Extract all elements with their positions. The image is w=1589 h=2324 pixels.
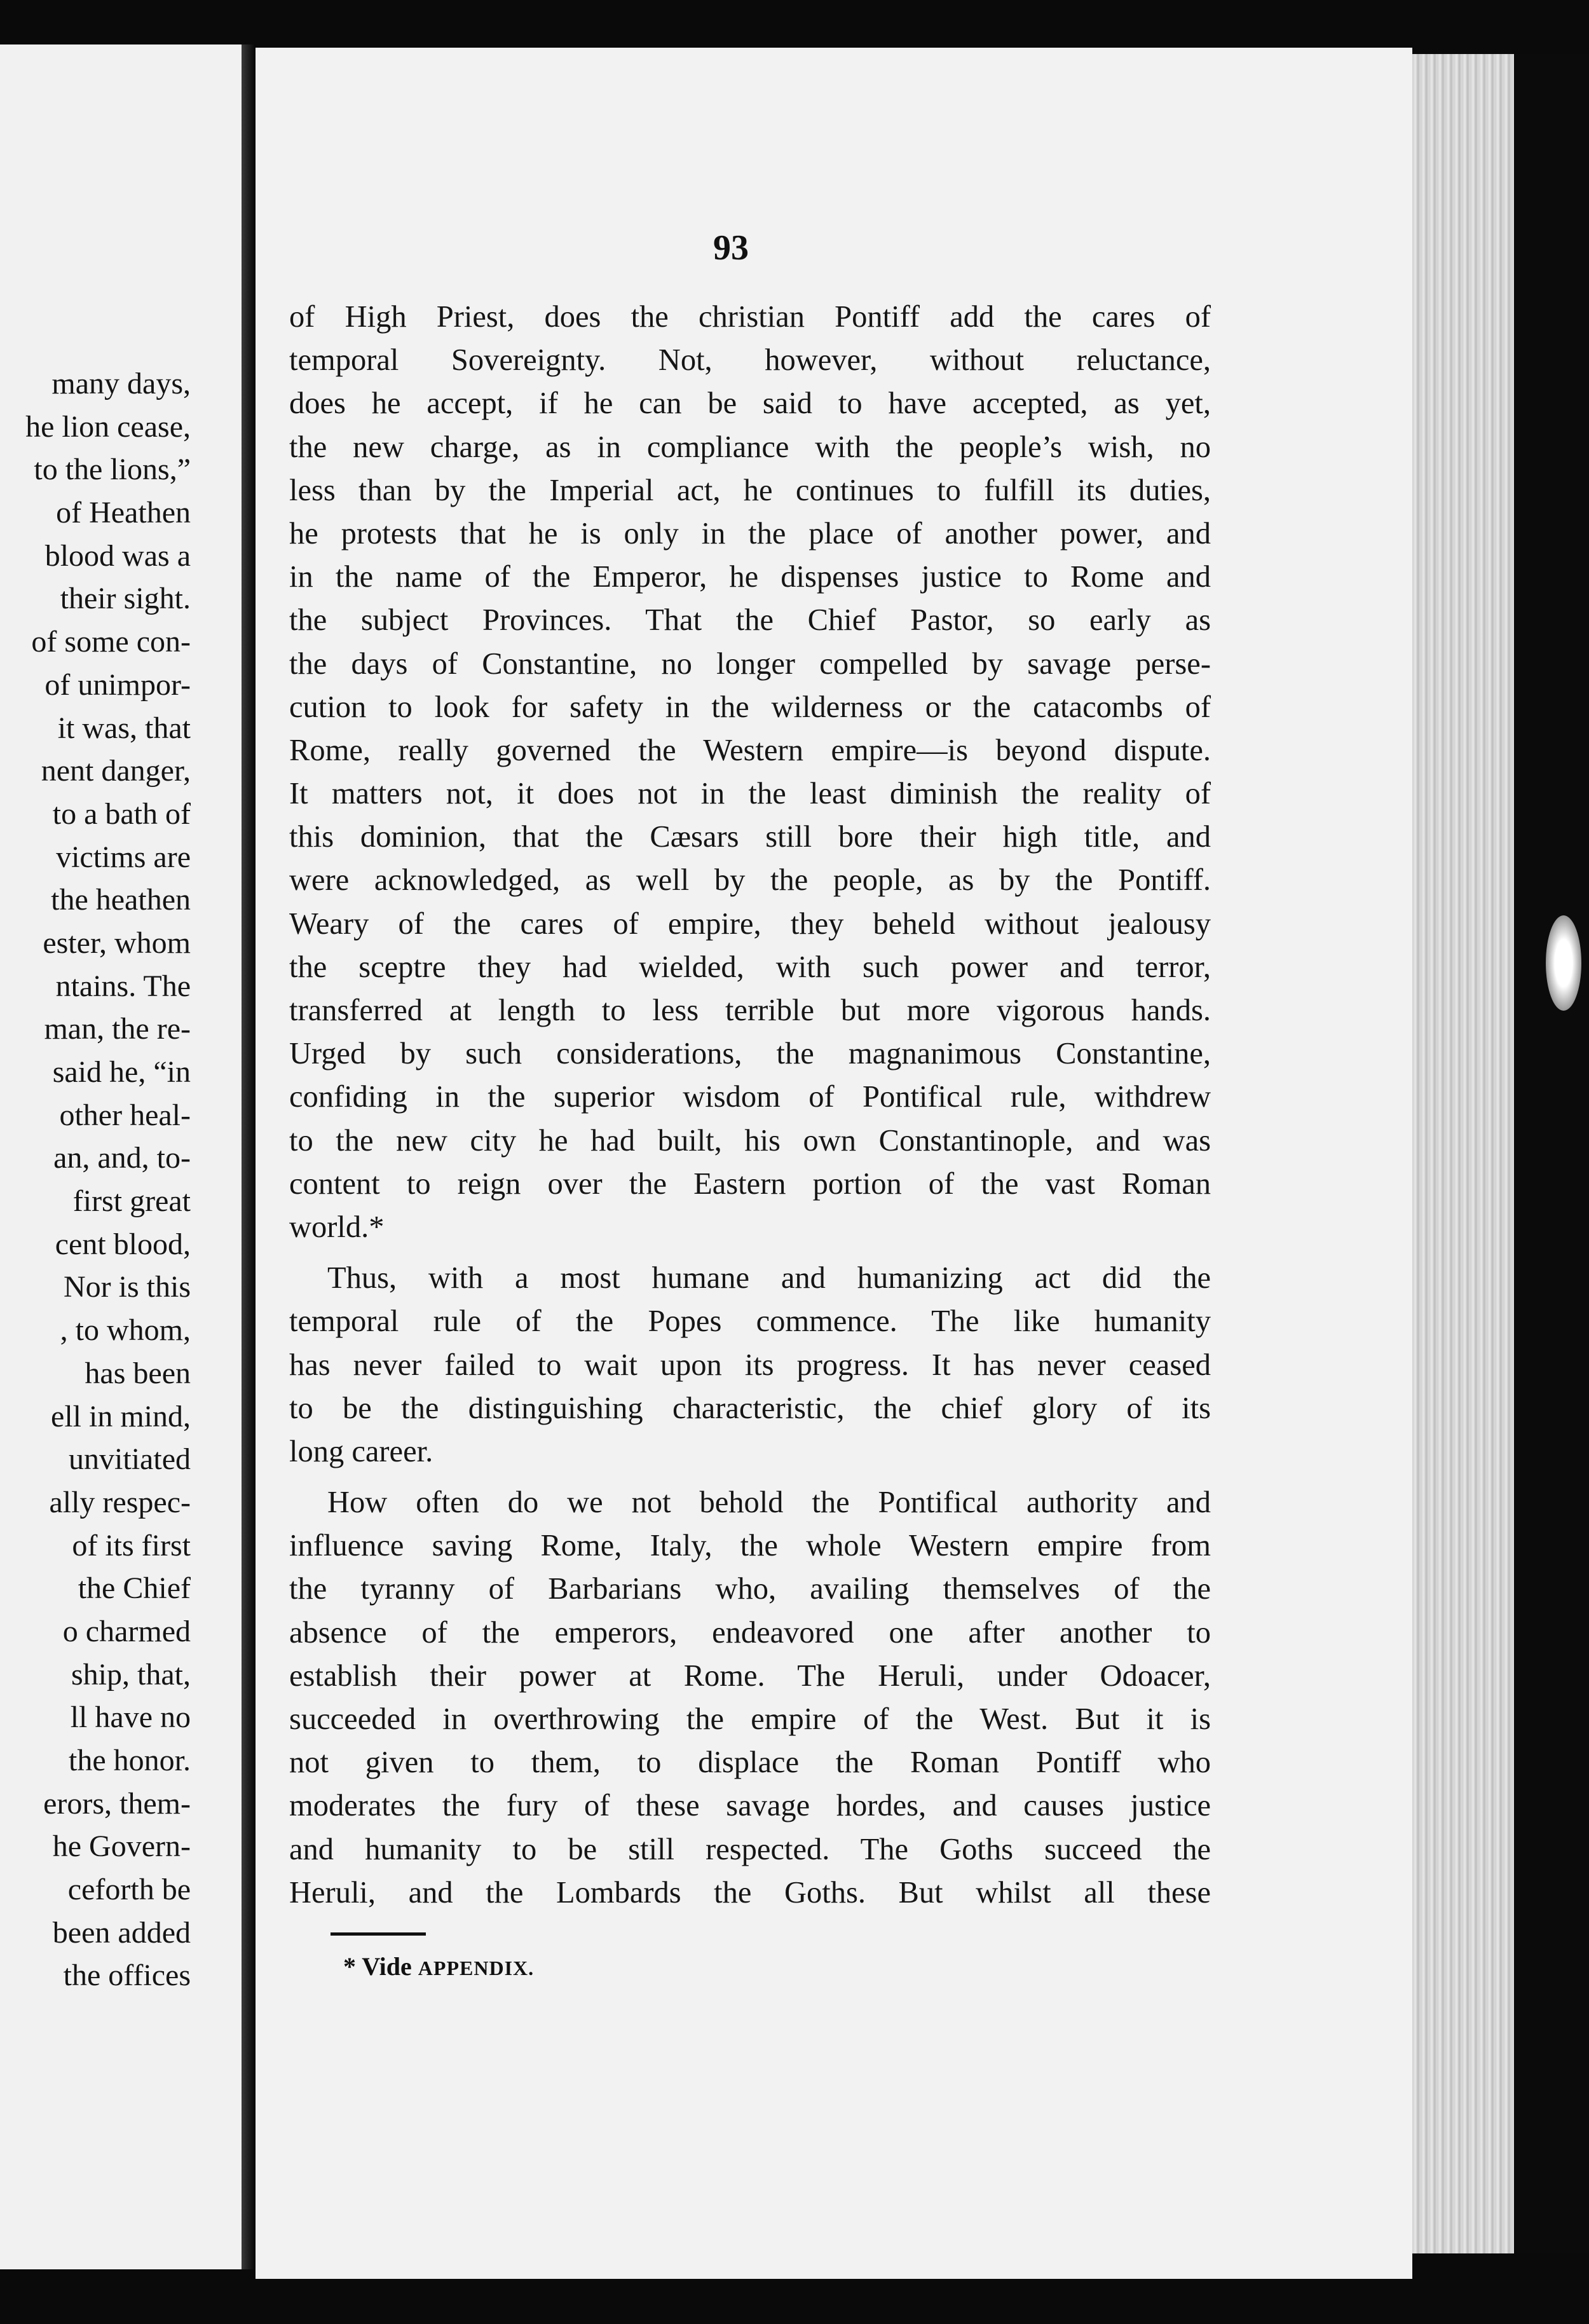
footnote-vide: Vide bbox=[362, 1952, 412, 1981]
left-page-line: to the lions,” bbox=[34, 453, 191, 487]
left-page-line: he Govern- bbox=[52, 1829, 191, 1864]
left-page-line: their sight. bbox=[60, 582, 191, 616]
left-page-line: victims are bbox=[56, 840, 191, 874]
left-page-line: it was, that bbox=[57, 711, 191, 745]
left-page-line: man, the re- bbox=[44, 1012, 191, 1046]
body-line: absence of the emperors, endeavored one after another to bbox=[289, 1615, 1211, 1650]
body-line: Thus, with a most humane and humanizing act did the bbox=[327, 1261, 1211, 1295]
left-page-line: ally respec- bbox=[49, 1485, 191, 1519]
left-page-line: the Chief bbox=[78, 1571, 191, 1606]
left-page-line: been added bbox=[52, 1915, 191, 1950]
body-line: Heruli, and the Lombards the Goths. But whilst all these bbox=[289, 1875, 1211, 1910]
left-page-line: ntains. The bbox=[55, 969, 191, 1003]
page-edges bbox=[1412, 54, 1514, 2253]
body-line: in the name of the Emperor, he dispenses justice to Rome and bbox=[289, 560, 1211, 594]
book-gutter bbox=[242, 44, 256, 2269]
body-line: succeeded in overthrowing the empire of the West. But it is bbox=[289, 1702, 1211, 1736]
left-page-line: of unimpor- bbox=[44, 667, 191, 702]
body-line: world.* bbox=[289, 1210, 385, 1244]
left-page-line: ceforth be bbox=[67, 1873, 191, 1907]
left-page-line: of some con- bbox=[31, 625, 191, 659]
body-line: confiding in the superior wisdom of Pontifical rule, withdrew bbox=[289, 1080, 1211, 1114]
body-line: establish their power at Rome. The Heruli, under Odoacer, bbox=[289, 1658, 1211, 1693]
left-page-line: an, and, to- bbox=[53, 1141, 191, 1175]
body-line: the tyranny of Barbarians who, availing themselves of the bbox=[289, 1572, 1211, 1606]
body-line: temporal Sovereignty. Not, however, without reluctance, bbox=[289, 343, 1211, 378]
left-page-line: he lion cease, bbox=[25, 409, 191, 444]
left-page-line: the honor. bbox=[69, 1744, 191, 1777]
left-page-line: unvitiated bbox=[69, 1442, 191, 1477]
left-page-line: ship, that, bbox=[71, 1657, 191, 1692]
left-page-line: ell in mind, bbox=[51, 1399, 191, 1433]
body-line: It matters not, it does not in the least diminish the reality of bbox=[289, 777, 1211, 811]
body-line: temporal rule of the Popes commence. The like humanity bbox=[289, 1304, 1211, 1339]
left-page-line: first great bbox=[72, 1184, 191, 1219]
page-body-text bbox=[289, 296, 1211, 1915]
footnote bbox=[343, 1951, 534, 1981]
body-line: Weary of the cares of empire, they beheld without jealousy bbox=[289, 906, 1211, 941]
footnote-rule bbox=[331, 1932, 426, 1936]
body-line: and humanity to be still respected. The Goths succeed the bbox=[289, 1832, 1211, 1866]
body-line: not given to them, to displace the Roman Pontiff who bbox=[289, 1746, 1211, 1780]
body-line: does he accept, if he can be said to have accepted, as yet, bbox=[289, 386, 1211, 421]
body-line: Urged by such considerations, the magnanimous Constantine, bbox=[289, 1037, 1211, 1071]
left-page-line: of Heathen bbox=[56, 496, 191, 530]
page-number: 93 bbox=[713, 228, 749, 268]
left-page-line: the offices bbox=[63, 1958, 191, 1993]
left-page-line: the heathen bbox=[51, 883, 191, 917]
body-line: the new charge, as in compliance with the people’s wish, no bbox=[289, 430, 1211, 464]
body-line: the sceptre they had wielded, with such power and terror, bbox=[289, 950, 1211, 984]
body-line: of High Priest, does the christian Pontiff add the cares of bbox=[289, 300, 1211, 334]
scan-border bbox=[1514, 54, 1589, 2253]
left-page-line: of its first bbox=[72, 1528, 191, 1562]
body-line: less than by the Imperial act, he continues to fulfill its duties, bbox=[289, 473, 1211, 507]
body-line: content to reign over the Eastern portion of the vast Roman bbox=[289, 1166, 1211, 1201]
body-line: this dominion, that the Cæsars still bore their high title, and bbox=[289, 820, 1211, 854]
body-line: has never failed to wait upon its progress. It has never ceased bbox=[289, 1348, 1211, 1382]
left-facing-page bbox=[0, 44, 242, 2269]
body-line: to be the distinguishing characteristic, the chief glory of its bbox=[289, 1391, 1211, 1425]
left-page-line: ester, whom bbox=[43, 926, 191, 960]
left-page-line: ll have no bbox=[70, 1700, 191, 1735]
body-line: he protests that he is only in the place of another power, and bbox=[289, 516, 1211, 550]
light-glare bbox=[1546, 915, 1581, 1011]
left-page-line: erors, them- bbox=[43, 1786, 191, 1821]
body-line: cution to look for safety in the wilderness or the catacombs of bbox=[289, 690, 1211, 724]
left-page-line: to a bath of bbox=[52, 796, 191, 831]
footnote-appendix: APPENDIX. bbox=[418, 1957, 535, 1979]
body-line: transferred at length to less terrible but more vigorous hands. bbox=[289, 994, 1211, 1027]
paragraph-gap bbox=[289, 1249, 1211, 1257]
left-page-line: Nor is this bbox=[63, 1270, 191, 1304]
left-page-line: , to whom, bbox=[60, 1313, 191, 1348]
paragraph-gap bbox=[289, 1473, 1211, 1481]
footnote-marker: * bbox=[343, 1952, 356, 1981]
body-line: were acknowledged, as well by the people, as by the Pontiff. bbox=[289, 863, 1211, 898]
body-line: to the new city he had built, his own Constantinople, and was bbox=[289, 1123, 1211, 1158]
body-line: moderates the fury of these savage hordes, and causes justice bbox=[289, 1789, 1211, 1823]
left-page-line: has been bbox=[85, 1356, 191, 1390]
left-page-line: o charmed bbox=[62, 1614, 191, 1648]
left-page-line: said he, “in bbox=[52, 1055, 191, 1089]
body-line: influence saving Rome, Italy, the whole Western empire from bbox=[289, 1529, 1211, 1563]
body-line: the days of Constantine, no longer compelled by savage perse- bbox=[289, 646, 1211, 681]
left-page-line: many days, bbox=[51, 367, 191, 400]
left-page-text bbox=[0, 362, 191, 2015]
body-line: long career. bbox=[289, 1434, 433, 1468]
left-page-line: blood was a bbox=[44, 538, 191, 573]
body-line: Rome, really governed the Western empire—is beyond dispute. bbox=[289, 733, 1211, 767]
body-line: the subject Provinces. That the Chief Pastor, so early as bbox=[289, 603, 1211, 638]
body-line: How often do we not behold the Pontifical authority and bbox=[327, 1486, 1211, 1520]
left-page-line: cent blood, bbox=[55, 1227, 191, 1261]
left-page-line: other heal- bbox=[59, 1098, 191, 1132]
left-page-line: nent danger, bbox=[41, 754, 191, 788]
